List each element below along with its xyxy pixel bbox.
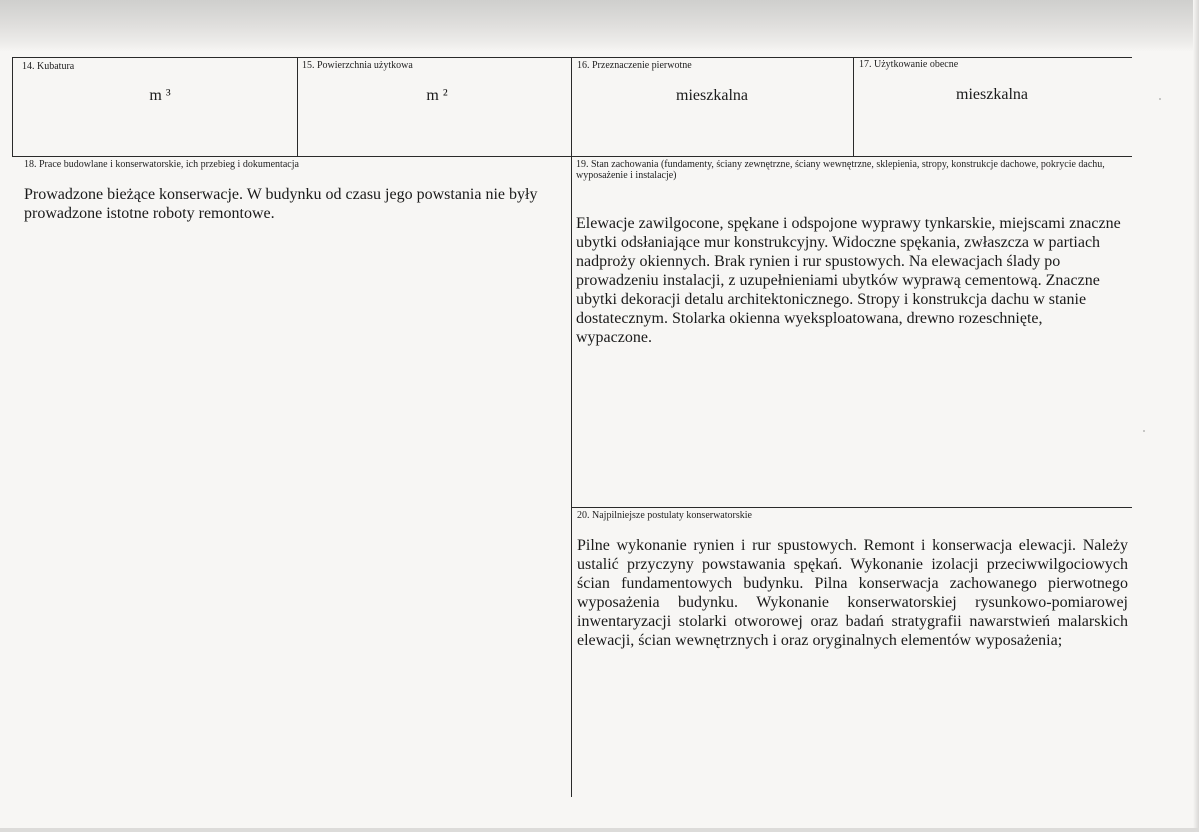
scan-bottom-edge [0, 828, 1199, 832]
grid-middle-line [571, 57, 572, 797]
field-15-value: m ² [426, 87, 448, 104]
field-18-value: Prowadzone bieżące konserwacje. W budynku od czasu jego powstania nie były prowadzone istotne roboty remontowe. [24, 186, 538, 222]
field-19-value: Elewacje zawilgocone, spękane i odspojone wyprawy tynkarskie, miejscami znaczne ubytki odsłaniające mur konstrukcyjny. Widoczne spękania, zwłaszcza w partiach nadproży okiennych. Brak rynien i rur spustowych. Na elewacjach ślady po prowadzeniu instalacji, z uzupełnieniami ubytków wyprawą cementową. Znaczne ubytki dekoracji detalu architektonicznego. Stropy i konstrukcja dachu w stanie dostatecznym. Stolarka okienna wyeksploatowana, drewno rozeschnięte, wypaczone. [576, 215, 1121, 346]
scan-speck [1159, 98, 1161, 100]
scan-speck [1143, 430, 1145, 432]
grid-row1-bottom-line [12, 156, 1132, 157]
field-18-label: 18. Prace budowlane i konserwatorskie, ich przebieg i dokumentacja [24, 159, 299, 170]
field-19-label: 19. Stan zachowania (fundamenty, ściany zewnętrzne, ściany wewnętrzne, sklepienia, stropy, konstrukcje dachowe, pokrycie dachu, wyposażenie i instalacje) [576, 159, 1105, 181]
scan-top-shadow [0, 0, 1199, 52]
field-14-value: m ³ [149, 87, 171, 104]
field-14-label: 14. Kubatura [22, 61, 75, 72]
scan-right-edge [1193, 0, 1199, 832]
grid-col3-line [853, 57, 854, 157]
grid-left-line [12, 57, 13, 157]
field-17-value: mieszkalna [956, 86, 1028, 103]
field-16-label: 16. Przeznaczenie pierwotne [577, 60, 692, 71]
field-16-value: mieszkalna [676, 87, 748, 104]
field-20-value: Pilne wykonanie rynien i rur spustowych. Remont i konserwacja elewacji. Należy ustalić przyczyny powstawania spękań. Wykonanie izolacji przeciwwilgociowych ścian fundamentowych budynku. Pilna konserwacja zachowanego pierwotnego wyposażenia budynku. Wykonanie konserwatorskiej rysunkowo-pomiarowej inwentaryzacji stolarki otworowej oraz badań stratygrafii nawarstwień malarskich elewacji, ścian wewnętrznych i oraz oryginalnych elementów wyposażenia; [577, 537, 1128, 649]
field-15-label: 15. Powierzchnia użytkowa [302, 60, 413, 71]
grid-section20-top-line [571, 507, 1132, 508]
field-17-label: 17. Użytkowanie obecne [859, 59, 959, 70]
grid-col1-line [297, 57, 298, 157]
field-20-label: 20. Najpilniejsze postulaty konserwatorskie [577, 510, 752, 521]
grid-top-line [12, 57, 1132, 58]
